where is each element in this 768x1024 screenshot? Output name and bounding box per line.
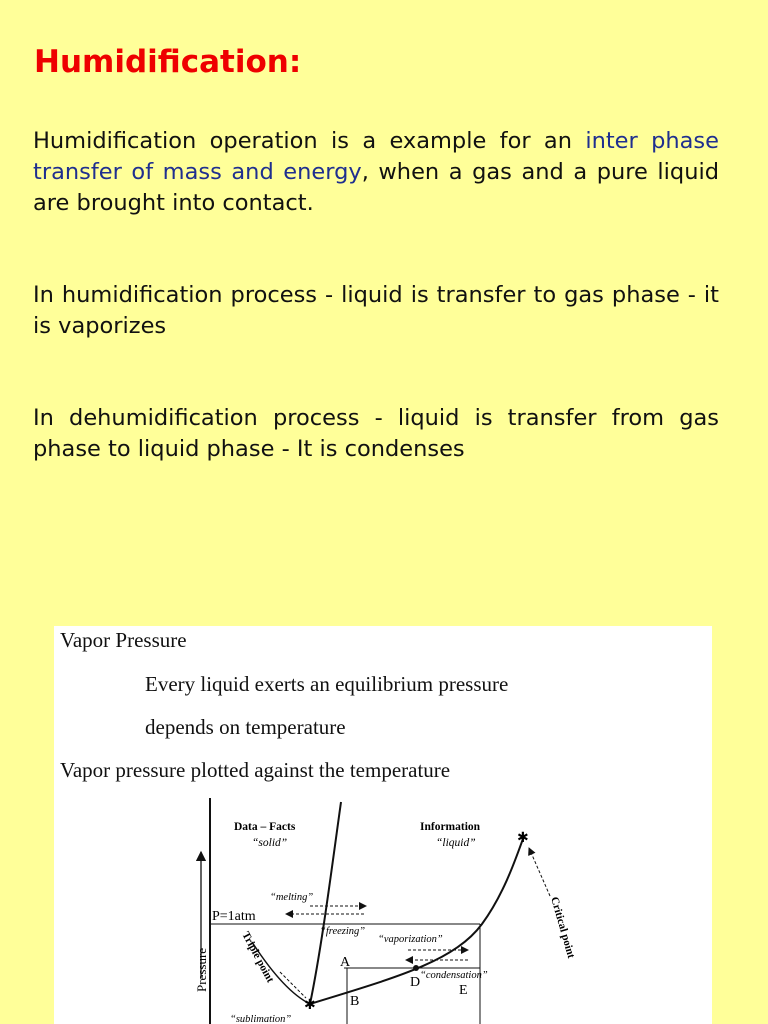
label-solid-title: Data – Facts [234, 821, 296, 833]
label-liquid-title: Information [420, 821, 481, 833]
label-point-e: E [459, 983, 468, 998]
paragraph-humidification-definition [33, 126, 719, 219]
label-melting: “melting” [270, 892, 314, 903]
vapor-pressure-figure [54, 626, 712, 1024]
paragraph1-text-b: , when a gas and a pure liquid are brought into contact. [33, 159, 719, 216]
critical-point-leader [529, 848, 550, 896]
label-p1atm: P=1atm [212, 909, 256, 924]
figure-line-2: depends on temperature [145, 715, 346, 739]
melting-curve [310, 802, 341, 1004]
figure-line-3: Vapor pressure plotted against the temperature [60, 758, 451, 782]
slide-title: Humidification: [34, 44, 302, 80]
phase-diagram [54, 626, 712, 1024]
figure-line-1: Every liquid exerts an equilibrium pressure [145, 672, 509, 696]
label-solid: “solid” [252, 837, 288, 849]
figure-heading: Vapor Pressure [60, 628, 187, 652]
critical-point-star: ✱ [517, 831, 529, 846]
paragraph1-highlight: inter phase transfer of mass and energy [33, 128, 719, 185]
label-vaporization: “vaporization” [378, 934, 443, 945]
label-freezing: “freezing” [320, 926, 366, 937]
label-liquid: “liquid” [436, 837, 476, 849]
label-point-d: D [410, 975, 421, 990]
label-point-b: B [350, 994, 360, 1009]
triple-point-leader [280, 972, 306, 998]
label-condensation: “condensation” [420, 970, 488, 981]
paragraph-humidification-process: In humidification process - liquid is transfer to gas phase - it is vaporizes [33, 282, 719, 339]
point-d-marker [413, 965, 419, 971]
triple-point-star: ✱ [304, 998, 316, 1013]
label-sublimation: “sublimation” [230, 1014, 292, 1024]
label-triple-point: Triple point [239, 929, 277, 985]
paragraph1-text-a: Humidification operation is a example for an [33, 128, 586, 154]
axis-label-pressure: Pressure [194, 947, 209, 992]
label-point-a: A [340, 955, 351, 970]
paragraph-dehumidification-process: In dehumidification process - liquid is transfer from gas phase to liquid phase - It is condenses [33, 405, 719, 462]
label-critical-point: Critical point [548, 895, 578, 960]
